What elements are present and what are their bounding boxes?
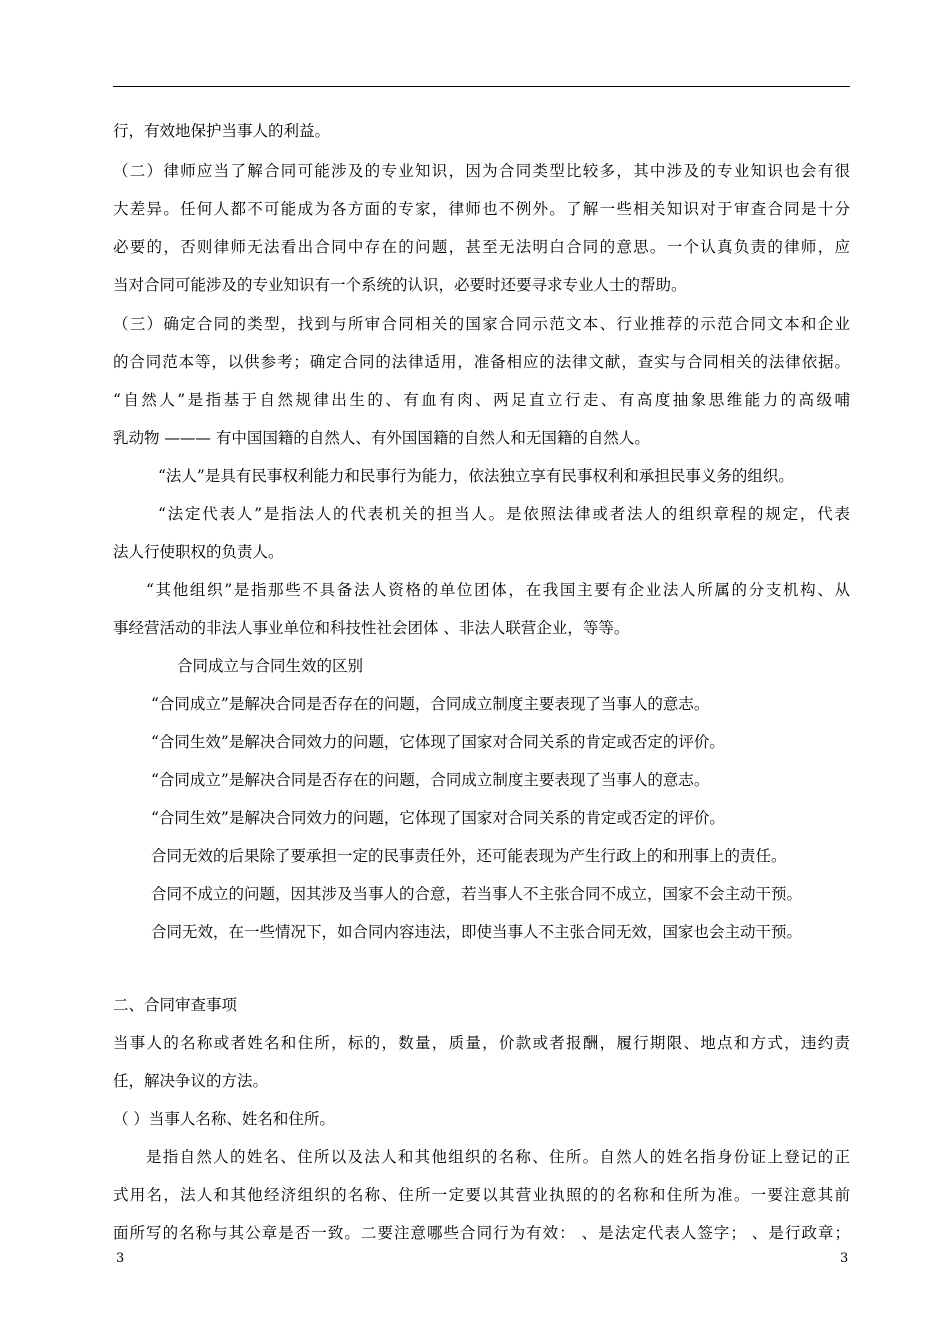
text-line: 合同无效，在一些情况下，如合同内容违法，即使当事人不主张合同无效，国家也会主动干预。 — [151, 923, 803, 941]
text-line: 事经营活动的非法人事业单位和科技性社会团体 、非法人联营企业，等等。 — [113, 619, 630, 637]
text-line: “法人”是具有民事权利能力和民事行为能力，依法独立享有民事权利和承担民事义务的组织。 — [158, 467, 794, 485]
text-line: 当对合同可能涉及的专业知识有一个系统的认识，必要时还要寻求专业人士的帮助。 — [113, 276, 687, 294]
text-line: “合同生效”是解决合同效力的问题，它体现了国家对合同关系的肯定或否定的评价。 — [151, 809, 725, 827]
page-number-left: 3 — [116, 1251, 125, 1266]
text-line: 合同不成立的问题，因其涉及当事人的合意，若当事人不主张合同不成立，国家不会主动干预。 — [151, 885, 803, 903]
text-line: 行，有效地保护当事人的利益。 — [113, 122, 331, 140]
page-number-right: 3 — [840, 1251, 849, 1266]
text-line: 合同无效的后果除了要承担一定的民事责任外，还可能表现为产生行政上的和刑事上的责任。 — [151, 847, 787, 865]
text-line: 面所写的名称与其公章是否一致。二要注意哪些合同行为有效： 、是法定代表人签字； 、是行政章； — [113, 1224, 850, 1242]
text-line: “合同成立”是解决合同是否存在的问题，合同成立制度主要表现了当事人的意志。 — [151, 771, 710, 789]
text-line: （ ）当事人名称、姓名和住所。 — [113, 1110, 335, 1128]
text-line: （三）确定合同的类型，找到与所审合同相关的国家合同示范文本、行业推荐的示范合同文本和企业 — [113, 315, 850, 333]
text-line: 当事人的名称或者姓名和住所，标的，数量，质量，价款或者报酬，履行期限、地点和方式，违约责 — [113, 1034, 850, 1052]
text-line: “自然人”是指基于自然规律出生的、有血有肉、两足直立行走、有高度抽象思维能力的高级哺 — [113, 391, 850, 409]
text-line: 乳动物 ——— 有中国国籍的自然人、有外国国籍的自然人和无国籍的自然人。 — [113, 429, 650, 447]
section-heading: 二、合同审查事项 — [113, 996, 238, 1014]
text-line: 式用名，法人和其他经济组织的名称、住所一定要以其营业执照的的名称和住所为准。一要注意其前 — [113, 1186, 850, 1204]
text-line: 大差异。任何人都不可能成为各方面的专家，律师也不例外。了解一些相关知识对于审查合同是十分 — [113, 200, 850, 218]
header-rule — [113, 86, 850, 87]
text-line: “其他组织”是指那些不具备法人资格的单位团体，在我国主要有企业法人所属的分支机构、从 — [146, 581, 850, 599]
text-line: 必要的，否则律师无法看出合同中存在的问题，甚至无法明白合同的意思。一个认真负责的律师，应 — [113, 238, 850, 256]
text-line: 任，解决争议的方法。 — [113, 1072, 269, 1090]
text-line: “合同成立”是解决合同是否存在的问题，合同成立制度主要表现了当事人的意志。 — [151, 695, 710, 713]
text-line: 是指自然人的姓名、住所以及法人和其他组织的名称、住所。自然人的姓名指身份证上登记的正 — [146, 1148, 850, 1166]
text-line: （二）律师应当了解合同可能涉及的专业知识，因为合同类型比较多，其中涉及的专业知识也会有很 — [113, 162, 850, 180]
text-line: 的合同范本等，以供参考；确定合同的法律适用，准备相应的法律文献，查实与合同相关的法律依据。 — [113, 353, 850, 371]
text-line: “合同生效”是解决合同效力的问题，它体现了国家对合同关系的肯定或否定的评价。 — [151, 733, 725, 751]
text-line: “法定代表人”是指法人的代表机关的担当人。是依照法律或者法人的组织章程的规定，代表 — [158, 505, 850, 523]
section-subheading: 合同成立与合同生效的区别 — [177, 657, 364, 675]
text-line: 法人行使职权的负责人。 — [113, 543, 284, 561]
